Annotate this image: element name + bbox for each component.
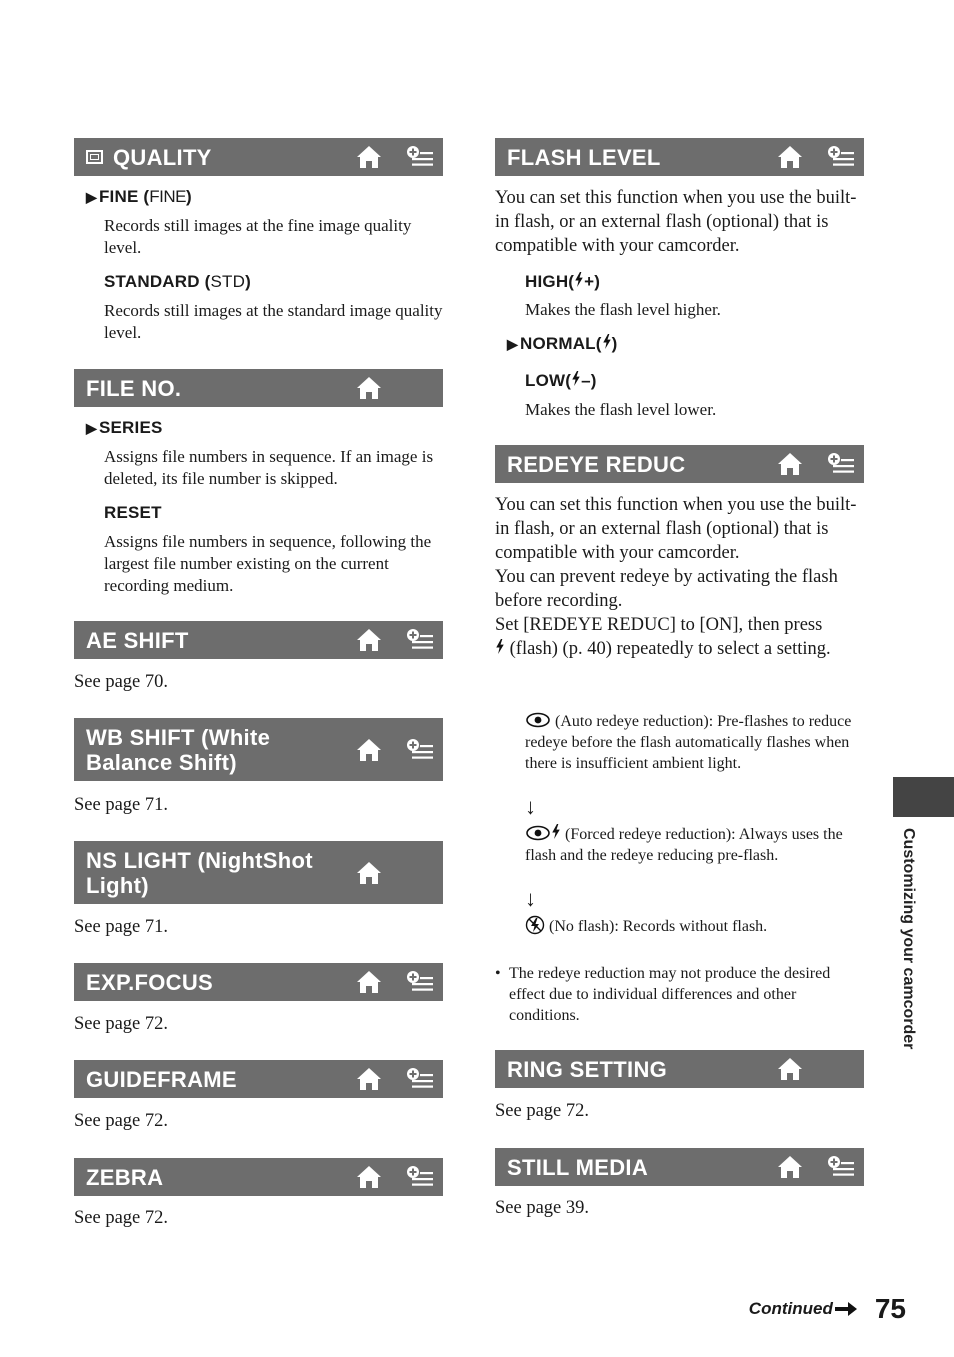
home-icon <box>356 1066 382 1092</box>
standard-desc: Records still images at the standard image quality level. <box>104 301 443 342</box>
side-label: Customizing your camcorder <box>900 828 917 1050</box>
zebra-title: ZEBRA <box>86 1164 164 1190</box>
flash-icon <box>602 334 612 349</box>
no-flash-desc: (No flash): Records without flash. <box>525 915 767 937</box>
home-icon <box>356 737 382 763</box>
menu-icon <box>827 1154 855 1180</box>
ring-setting-title: RING SETTING <box>507 1056 668 1082</box>
fine-icon: FINE <box>149 187 187 206</box>
home-icon <box>356 1164 382 1190</box>
redeye-intro: You can set this function when you use the built-in flash, or an external flash (optional) that is compatible with your camcorder. You can prevent redeye by activating the flash before recording. Set [REDEYE REDUC] to [ON], then press (flash) (p. 40) repeatedly to select a setting. <box>495 495 857 659</box>
fine-option: ▶ FINE (FINE) <box>86 187 192 206</box>
ring-setting-see: See page 72. <box>495 1101 590 1121</box>
wb-shift-section <box>74 718 443 781</box>
eye-icon <box>525 712 551 728</box>
flash-icon <box>571 371 581 386</box>
eye-icon <box>525 825 551 841</box>
wb-shift-see: See page 71. <box>74 795 169 815</box>
still-media-section <box>495 1148 864 1186</box>
quality-section <box>74 138 443 176</box>
menu-icon <box>406 737 434 763</box>
quality-header <box>74 138 443 176</box>
home-icon <box>356 375 382 401</box>
reset-desc: Assigns file numbers in sequence, following the largest file number existing on the current recording medium. <box>104 532 432 595</box>
zebra-see: See page 72. <box>74 1208 169 1228</box>
arrow-right-icon <box>835 1302 857 1316</box>
low-option: LOW( –) <box>525 371 597 390</box>
normal-option: ▶ NORMAL( ) <box>507 334 618 353</box>
ns-light-title-1: NS LIGHT (NightShot <box>86 847 313 873</box>
flash-level-section <box>495 138 864 176</box>
guideframe-see: See page 72. <box>74 1111 169 1131</box>
auto-redeye-desc: (Auto redeye reduction): Pre-flashes to reduce redeye before the flash automatically flashes when there is insufficient ambient light. <box>525 713 852 772</box>
still-media-see: See page 39. <box>495 1198 590 1218</box>
guideframe-section <box>74 1060 443 1098</box>
home-icon <box>356 860 382 886</box>
redeye-note: The redeye reduction may not produce the desired effect due to individual differences and other conditions. <box>509 965 831 1024</box>
home-icon <box>356 627 382 653</box>
ae-shift-section <box>74 621 443 659</box>
page-number: 75 <box>874 1293 906 1324</box>
low-desc: Makes the flash level lower. <box>525 400 717 419</box>
std-icon: STD <box>210 272 246 291</box>
home-icon <box>777 451 803 477</box>
ns-light-title-2: Light) <box>86 872 149 898</box>
exp-focus-title: EXP.FOCUS <box>86 969 213 995</box>
ae-shift-see: See page 70. <box>74 672 169 692</box>
chapter-tab <box>893 777 954 817</box>
high-desc: Makes the flash level higher. <box>525 300 721 319</box>
zebra-section <box>74 1158 443 1196</box>
file-no-title: FILE NO. <box>86 375 182 401</box>
high-option: HIGH( +) <box>525 272 601 291</box>
down-arrow-icon: ↓ <box>525 886 536 911</box>
exp-focus-see: See page 72. <box>74 1014 169 1034</box>
no-flash-icon <box>525 915 545 935</box>
standard-option: STANDARD (STD) <box>104 272 251 291</box>
fine-desc: Records still images at the fine image quality level. <box>104 216 412 257</box>
flash-icon <box>495 639 505 654</box>
reset-option: RESET <box>104 503 162 522</box>
menu-icon <box>827 451 855 477</box>
redeye-section <box>495 445 864 483</box>
home-icon <box>777 144 803 170</box>
flash-level-title: FLASH LEVEL <box>507 144 661 170</box>
ae-shift-title: AE SHIFT <box>86 627 189 653</box>
menu-icon <box>406 969 434 995</box>
flash-icon <box>574 272 584 287</box>
guideframe-title: GUIDEFRAME <box>86 1066 237 1092</box>
ring-setting-section <box>495 1050 864 1088</box>
menu-icon <box>406 627 434 653</box>
menu-icon <box>827 144 855 170</box>
bullet: • <box>495 965 501 982</box>
menu-icon <box>406 1066 434 1092</box>
menu-icon <box>406 144 434 170</box>
home-icon <box>777 1056 803 1082</box>
menu-icon <box>406 1164 434 1190</box>
wb-shift-title-2: Balance Shift) <box>86 749 237 775</box>
down-arrow-icon: ↓ <box>525 794 536 819</box>
file-no-section <box>74 369 443 407</box>
still-media-title: STILL MEDIA <box>507 1154 649 1180</box>
home-icon <box>356 144 382 170</box>
continued-label: Continued <box>748 1299 833 1318</box>
home-icon <box>777 1154 803 1180</box>
quality-title: QUALITY <box>113 144 212 170</box>
flash-icon <box>551 824 561 839</box>
quality-icon <box>86 150 103 164</box>
ns-light-see: See page 71. <box>74 917 169 937</box>
home-icon <box>356 969 382 995</box>
redeye-title: REDEYE REDUC <box>507 451 686 477</box>
footer <box>749 1293 906 1325</box>
forced-redeye-desc: (Forced redeye reduction): Always uses the flash and the redeye reducing pre-flash. <box>525 826 843 864</box>
exp-focus-section <box>74 963 443 1001</box>
wb-shift-title-1: WB SHIFT (White <box>86 724 271 750</box>
ns-light-section <box>74 841 443 904</box>
series-desc: Assigns file numbers in sequence. If an image is deleted, its file number is skipped. <box>104 447 434 488</box>
flash-level-intro: You can set this function when you use the built-in flash, or an external flash (optional) that is compatible with your camcorder. <box>495 188 857 256</box>
series-option: ▶ SERIES <box>86 418 163 437</box>
